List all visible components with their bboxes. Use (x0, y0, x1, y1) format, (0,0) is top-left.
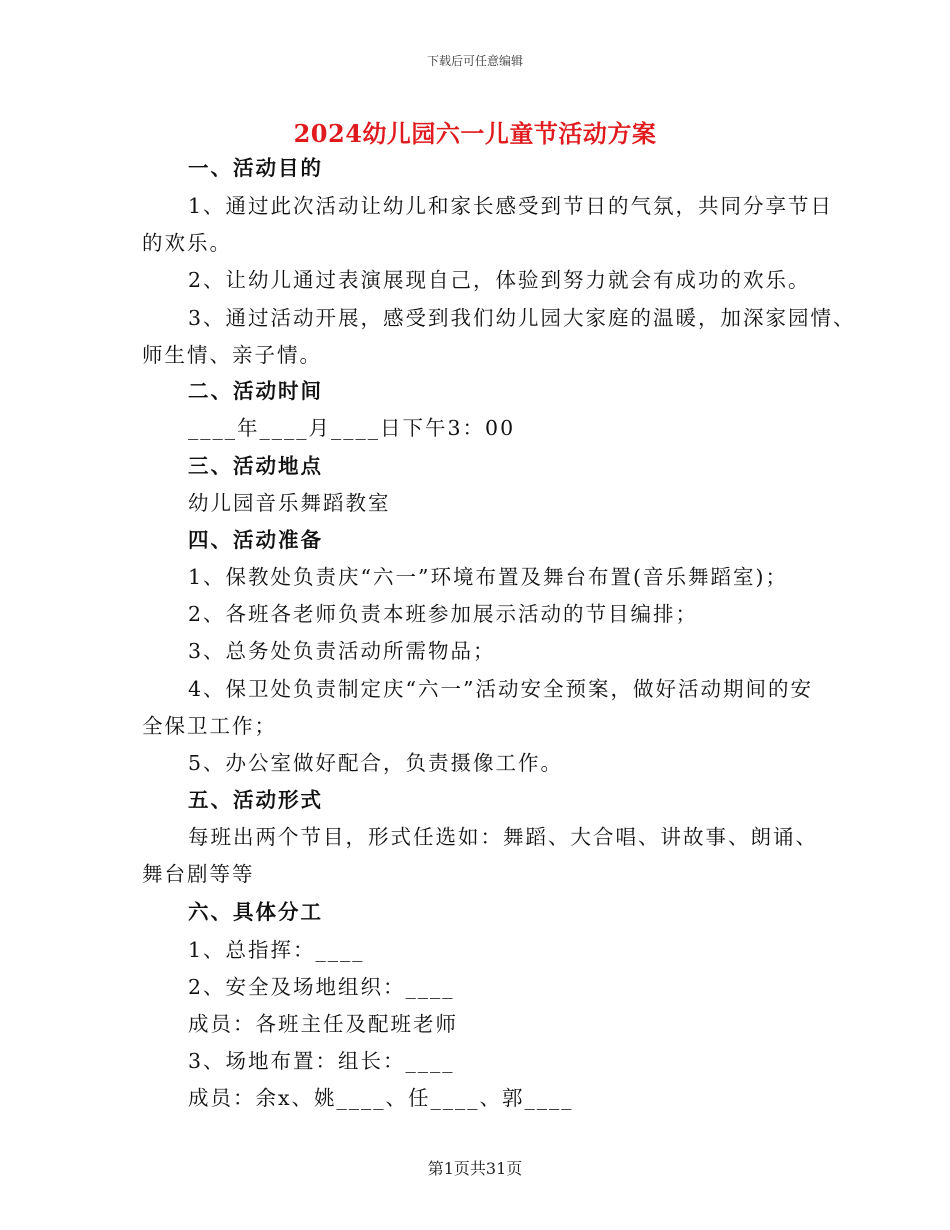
paragraph-line: 舞台剧等等 (142, 862, 255, 886)
paragraph-line: 2、各班各老师负责本班参加展示活动的节目编排； (188, 602, 699, 626)
paragraph-line: 2、让幼儿通过表演展现自己，体验到努力就会有成功的欢乐。 (188, 268, 811, 292)
paragraph-line: 1、总指挥：____ (188, 938, 365, 962)
paragraph-line: 成员：各班主任及配班老师 (188, 1012, 458, 1036)
paragraph-line: 3、总务处负责活动所需物品； (188, 639, 496, 663)
paragraph-line: 成员：余x、姚____、任____、郭____ (188, 1086, 574, 1110)
paragraph-line: ____年____月____日下午3：00 (188, 416, 516, 440)
document-title: 2024幼儿园六一儿童节活动方案 (293, 119, 657, 148)
section-heading-preparation: 四、活动准备 (188, 528, 323, 552)
paragraph-line: 5、办公室做好配合，负责摄像工作。 (188, 751, 564, 775)
paragraph-line: 4、保卫处负责制定庆“六一”活动安全预案，做好活动期间的安 (188, 677, 814, 701)
paragraph-line: 3、通过活动开展，感受到我们幼儿园大家庭的温暖，加深家园情、 (188, 306, 856, 330)
paragraph-line: 每班出两个节目，形式任选如：舞蹈、大合唱、讲故事、朗诵、 (188, 825, 818, 849)
paragraph-line: 3、场地布置：组长：____ (188, 1049, 455, 1073)
section-heading-format: 五、活动形式 (188, 788, 323, 812)
section-heading-division: 六、具体分工 (188, 900, 323, 924)
page-header: 下载后可任意编辑 (426, 54, 523, 68)
paragraph-line: 的欢乐。 (142, 231, 232, 255)
paragraph-line: 全保卫工作； (142, 714, 277, 738)
section-heading-purpose: 一、活动目的 (188, 156, 323, 180)
paragraph-line: 幼儿园音乐舞蹈教室 (188, 491, 391, 515)
paragraph-line: 师生情、亲子情。 (142, 343, 322, 367)
paragraph-line: 1、保教处负责庆“六一”环境布置及舞台布置(音乐舞蹈室)； (188, 565, 788, 589)
section-heading-time: 二、活动时间 (188, 379, 323, 403)
paragraph-line: 2、安全及场地组织：____ (188, 975, 455, 999)
section-heading-location: 三、活动地点 (188, 454, 323, 478)
paragraph-line: 1、通过此次活动让幼儿和家长感受到节日的气氛，共同分享节日 (188, 194, 834, 218)
page-number: 第1页共31页 (427, 1159, 523, 1178)
